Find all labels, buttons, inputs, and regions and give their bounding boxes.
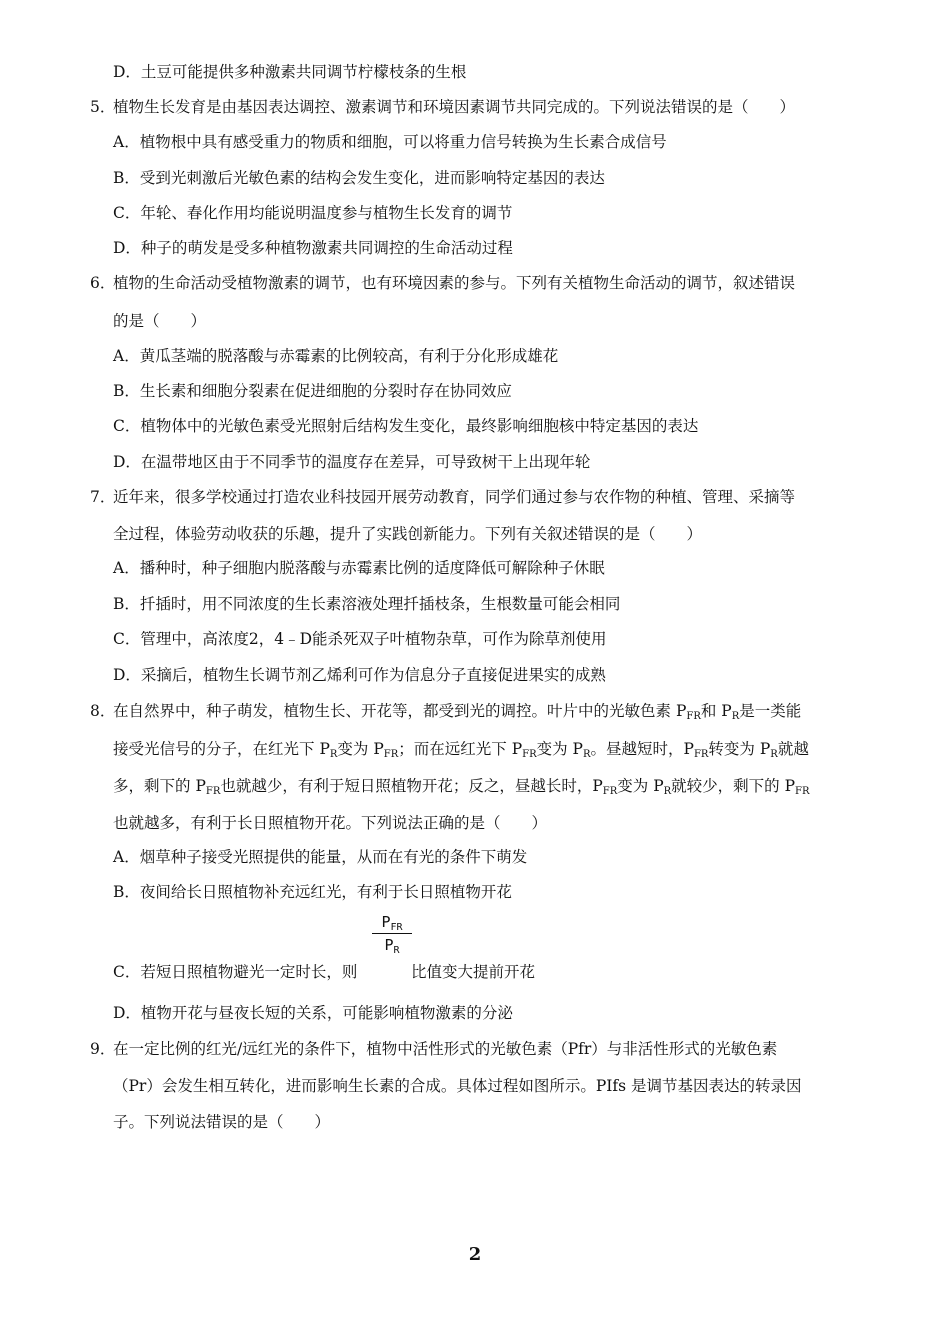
q5-option-b: B．受到光刺激后光敏色素的结构会发生变化，进而影响特定基因的表达	[113, 169, 605, 187]
q9-stem-line2: （Pr）会发生相互转化，进而影响生长素的合成。具体过程如图所示。PIfs 是调节基因表达的转录因	[113, 1077, 802, 1095]
q9-number: 9．	[90, 1040, 116, 1058]
q7-option-c: C．管理中，高浓度2，4﹣D能杀死双子叶植物杂草，可作为除草剂使用	[113, 630, 607, 648]
q5-option-d: D．种子的萌发是受多种植物激素共同调控的生命活动过程	[113, 239, 513, 257]
q8-option-b: B．夜间给长日照植物补充远红光，有利于长日照植物开花	[113, 883, 512, 901]
q6-option-b: B．生长素和细胞分裂素在促进细胞的分裂时存在协同效应	[113, 382, 512, 400]
q5-stem: 植物生长发育是由基因表达调控、激素调节和环境因素调节共同完成的。下列说法错误的是（ ）	[113, 98, 796, 116]
q8-stem-line4: 也就越多，有利于长日照植物开花。下列说法正确的是（ ）	[113, 814, 548, 832]
q5-number: 5．	[90, 98, 116, 116]
q8-number: 8．	[90, 702, 116, 720]
q6-stem-line2: 的是（ ）	[113, 312, 207, 330]
q6-option-d: D．在温带地区由于不同季节的温度存在差异，可导致树干上出现年轮	[113, 453, 591, 471]
q6-number: 6．	[90, 274, 116, 292]
q6-option-c: C．植物体中的光敏色素受光照射后结构发生变化，最终影响细胞核中特定基因的表达	[113, 417, 699, 435]
q6-stem-line1: 植物的生命活动受植物激素的调节，也有环境因素的参与。下列有关植物生命活动的调节，叙述错误	[113, 274, 796, 292]
q7-number: 7．	[90, 488, 116, 506]
fraction-denominator: $P_R$	[384, 936, 400, 956]
q8-stem-line1: 在自然界中，种子萌发，植物生长、开花等，都受到光的调控。叶片中的光敏色素 $P_{FR}$和 $P_R$是一类能	[113, 702, 802, 722]
q6-option-a: A．黄瓜茎端的脱落酸与赤霉素的比例较高，有利于分化形成雄花	[113, 347, 559, 365]
q8-option-a: A．烟草种子接受光照提供的能量，从而在有光的条件下萌发	[113, 848, 528, 866]
q4-option-d: D．土豆可能提供多种激素共同调节柠檬枝条的生根	[113, 63, 467, 81]
q8-option-c-part2: 比值变大提前开花	[411, 963, 536, 981]
q9-stem-line1: 在一定比例的红光/远红光的条件下，植物中活性形式的光敏色素（Pfr）与非活性形式的光敏色素	[113, 1040, 778, 1058]
q5-option-c: C．年轮、春化作用均能说明温度参与植物生长发育的调节	[113, 204, 513, 222]
fraction-numerator: $P_{FR}$	[381, 913, 403, 933]
q7-option-a: A．播种时，种子细胞内脱落酸与赤霉素比例的适度降低可解除种子休眠	[113, 559, 605, 577]
q9-stem-line3: 子。下列说法错误的是（ ）	[113, 1113, 331, 1131]
q7-stem-line2: 全过程，体验劳动收获的乐趣，提升了实践创新能力。下列有关叙述错误的是（ ）	[113, 525, 703, 543]
q7-option-b: B．扦插时，用不同浓度的生长素溶液处理扦插枝条，生根数量可能会相同	[113, 595, 621, 613]
q8-fraction-pfr-over-pr	[372, 912, 412, 955]
q8-option-c-part1: C．若短日照植物避光一定时长，则	[113, 963, 358, 981]
q8-stem-line2: 接受光信号的分子，在红光下 $P_R$变为 $P_{FR}$；而在远红光下 $P_{FR}$变为 $P_R$。昼越短时，$P_{FR}$转变为 $P_R$就越	[113, 740, 809, 760]
q7-option-d: D．采摘后，植物生长调节剂乙烯利可作为信息分子直接促进果实的成熟	[113, 666, 606, 684]
page-number: 2	[468, 1244, 482, 1265]
fraction-bar	[372, 933, 412, 934]
q8-option-d: D．植物开花与昼夜长短的关系，可能影响植物激素的分泌	[113, 1004, 513, 1022]
q5-option-a: A．植物根中具有感受重力的物质和细胞，可以将重力信号转换为生长素合成信号	[113, 133, 667, 151]
q7-stem-line1: 近年来，很多学校通过打造农业科技园开展劳动教育，同学们通过参与农作物的种植、管理、采摘等	[113, 488, 796, 506]
q8-stem-line3: 多，剩下的 $P_{FR}$也就越少，有利于短日照植物开花；反之，昼越长时，$P_{FR}$变为 $P_R$就较少，剩下的 $P_{FR}$	[113, 777, 810, 797]
